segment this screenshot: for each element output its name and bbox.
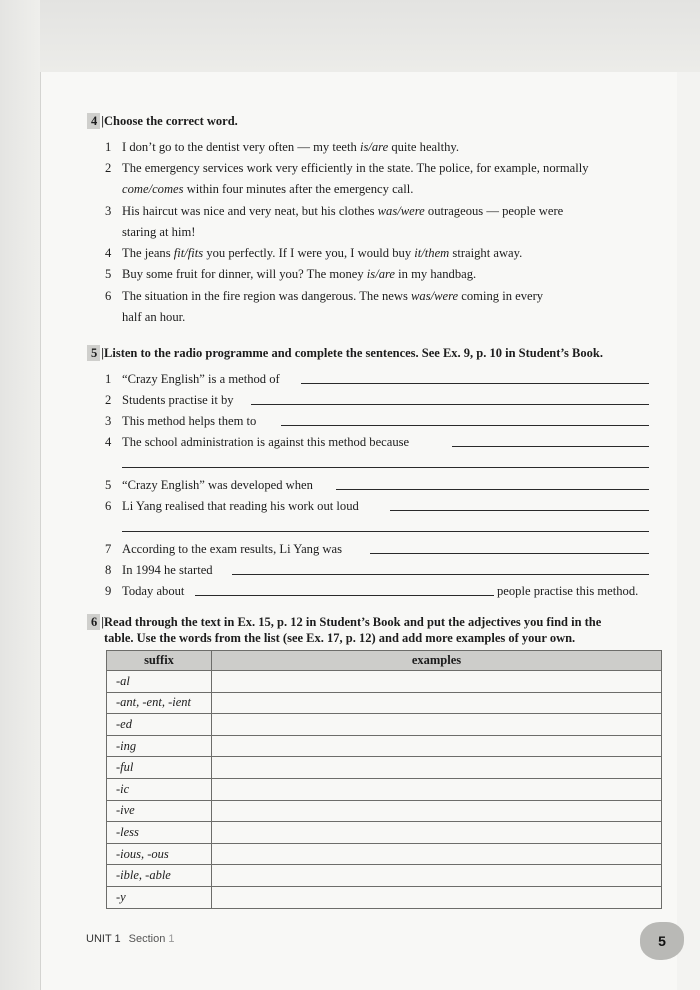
answer-line[interactable] [390,510,649,511]
exercise-6-number: 6 [87,614,100,630]
examples-cell[interactable] [212,886,662,908]
table-row [107,778,662,800]
examples-cell[interactable] [212,714,662,736]
examples-cell[interactable] [212,822,662,844]
table-row [107,822,662,844]
column-header-examples: examples [212,651,662,671]
word-choice[interactable]: come/comes [122,182,184,196]
exercise-5-heading: 5 |Listen to the radio programme and complete the sentences. See Ex. 9, p. 10 in Student’s Book. [87,345,662,361]
word-choice[interactable]: was/were [377,204,425,218]
table-row [107,843,662,865]
table-row [107,714,662,736]
word-choice[interactable]: it/them [414,246,450,260]
answer-line[interactable] [251,404,649,405]
scan-top-band [0,0,700,72]
examples-cell[interactable] [212,800,662,822]
suffix-cell: -ic [107,778,212,800]
suffix-cell: -ious, -ous [107,843,212,865]
table-row [107,886,662,908]
table-row [107,735,662,757]
exercise-6-title-line-2: table. Use the words from the list (see Ex. 17, p. 12) and add more examples of your own. [104,631,576,645]
answer-line[interactable] [452,446,649,447]
answer-line[interactable] [195,595,494,596]
exercise-4-heading: 4 |Choose the correct word. [87,113,662,129]
examples-cell[interactable] [212,843,662,865]
answer-line[interactable] [336,489,649,490]
table-row [107,757,662,779]
answer-line[interactable] [122,467,649,468]
table-row [107,800,662,822]
table-row [107,865,662,887]
suffix-table [106,650,662,909]
scan-left-margin [0,0,40,990]
answer-line[interactable] [232,574,649,575]
footer-unit-label: UNIT 1 Section 1 [86,933,175,945]
suffix-cell: -ible, -able [107,865,212,887]
suffix-cell: -ive [107,800,212,822]
examples-cell[interactable] [212,778,662,800]
table-row [107,671,662,693]
word-choice[interactable]: fit/fits [173,246,204,260]
suffix-cell: -ful [107,757,212,779]
answer-line[interactable] [370,553,649,554]
column-header-suffix: suffix [107,651,212,671]
exercise-4-title: Choose the correct word. [104,114,238,128]
suffix-cell: -al [107,671,212,693]
page-number: 5 [640,922,684,960]
suffix-cell: -ing [107,735,212,757]
word-choice[interactable]: was/were [411,289,459,303]
suffix-cell: -ed [107,714,212,736]
examples-cell[interactable] [212,757,662,779]
exercise-6-heading: 6 |Read through the text in Ex. 15, p. 12 in Student’s Book and put the adjectives you find in the table. Use the words from the list (see Ex. 17, p. 12) and add more examples of your own. [87,614,662,646]
examples-cell[interactable] [212,671,662,693]
word-choice[interactable]: is/are [366,267,396,281]
examples-cell[interactable] [212,692,662,714]
exercise-6-title-line-1: Read through the text in Ex. 15, p. 12 in Student’s Book and put the adjectives you find in the [104,615,602,629]
exercise-4-number: 4 [87,113,100,129]
answer-line[interactable] [281,425,649,426]
exercise-5-title: Listen to the radio programme and complete the sentences. See Ex. 9, p. 10 in Student’s Book. [104,346,603,360]
ex5-item-9-end: people practise this method. [497,584,639,598]
answer-line[interactable] [122,531,649,532]
exercise-5-number: 5 [87,345,100,361]
table-row [107,692,662,714]
suffix-cell: -ant, -ent, -ient [107,692,212,714]
suffix-cell: -less [107,822,212,844]
word-choice[interactable]: is/are [359,140,389,154]
examples-cell[interactable] [212,735,662,757]
suffix-cell: -y [107,886,212,908]
answer-line[interactable] [301,383,649,384]
examples-cell[interactable] [212,865,662,887]
